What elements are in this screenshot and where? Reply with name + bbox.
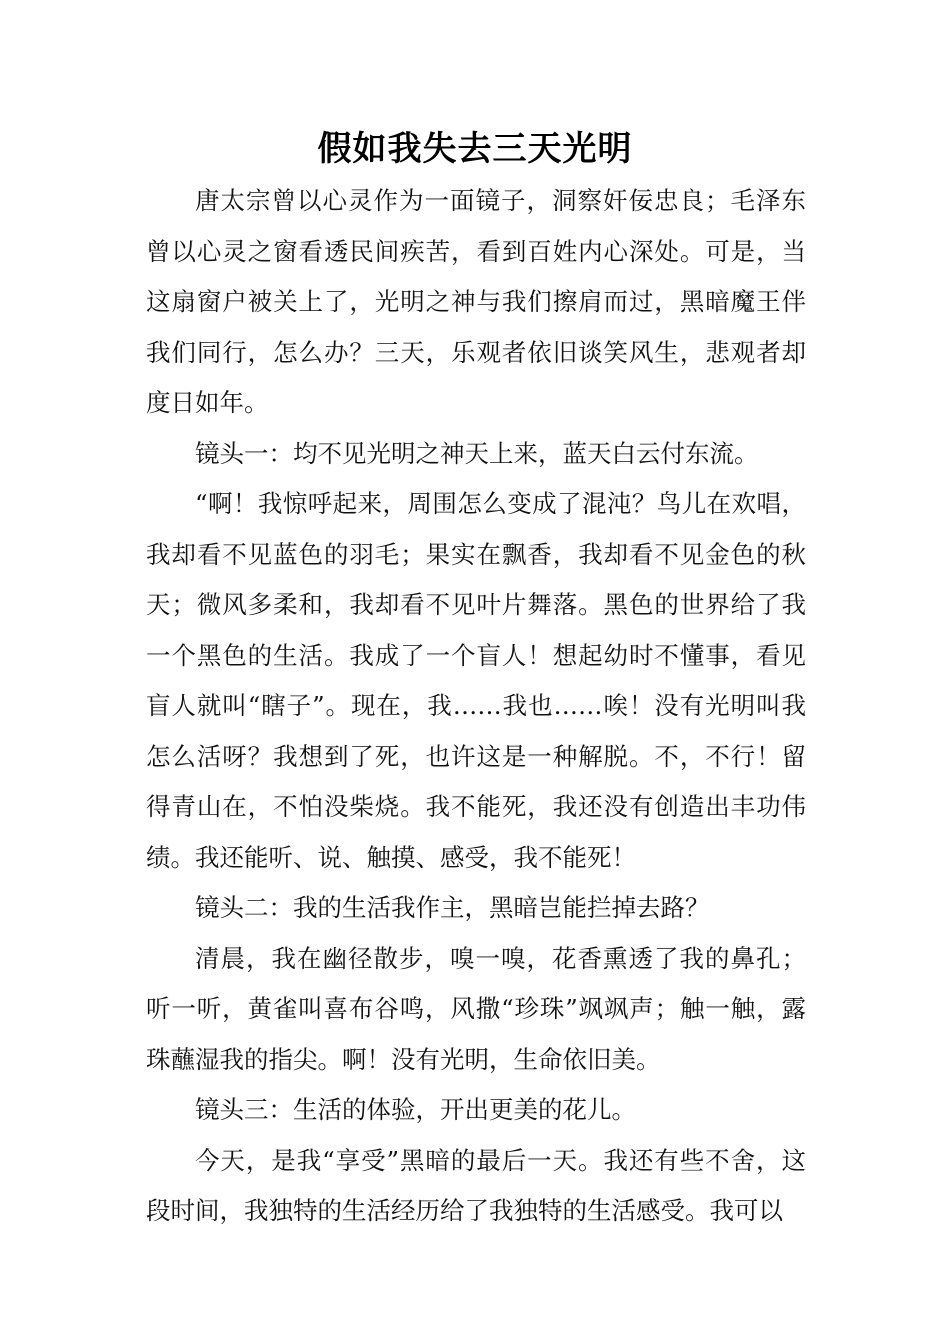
paragraph-intro: 唐太宗曾以心灵作为一面镜子，洞察奸佞忠良；毛泽东曾以心灵之窗看透民间疾苦，看到百姓内心深处。可是，当这扇窗户被关上了，光明之神与我们擦肩而过，黑暗魔王伴我们同行，怎么办？三天，乐观者依旧谈笑风生，悲观者却度日如年。 [146,186,806,417]
paragraph-scene-one-body: “啊！我惊呼起来，周围怎么变成了混沌？鸟儿在欢唱，我却看不见蓝色的羽毛；果实在飘香，我却看不见金色的秋天；微风多柔和，我却看不见叶片舞落。黑色的世界给了我一个黑色的生活。我成了一个盲人！想起幼时不懂事，看见盲人就叫“瞎子”。现在，我……我也……唉！没有光明叫我怎么活呀？我想到了死，也许这是一种解脱。不，不行！留得青山在，不怕没柴烧。我不能死，我还没有创造出丰功伟绩。我还能听、说、触摸、感受，我不能死！ [146,489,806,872]
paragraph-scene-one-heading: 镜头一：均不见光明之神天上来，蓝天白云付东流。 [195,438,759,468]
paragraph-scene-two-body: 清晨，我在幽径散步，嗅一嗅，花香熏透了我的鼻孔；听一听，黄雀叫喜布谷鸣，风撒“珍珠”飒飒声；触一触，露珠蘸湿我的指尖。啊！没有光明，生命依旧美。 [146,943,806,1074]
document-title: 假如我失去三天光明 [317,129,633,169]
paragraph-scene-three-body: 今天，是我“享受”黑暗的最后一天。我还有些不舍，这段时间，我独特的生活经历给了我独特的生活感受。我可以 [146,1145,806,1225]
paragraph-scene-two-heading: 镜头二：我的生活我作主，黑暗岂能拦掉去路？ [195,893,710,922]
document-body [146,176,806,1237]
paragraph-scene-three-heading: 镜头三：生活的体验，开出更美的花儿。 [195,1095,636,1124]
